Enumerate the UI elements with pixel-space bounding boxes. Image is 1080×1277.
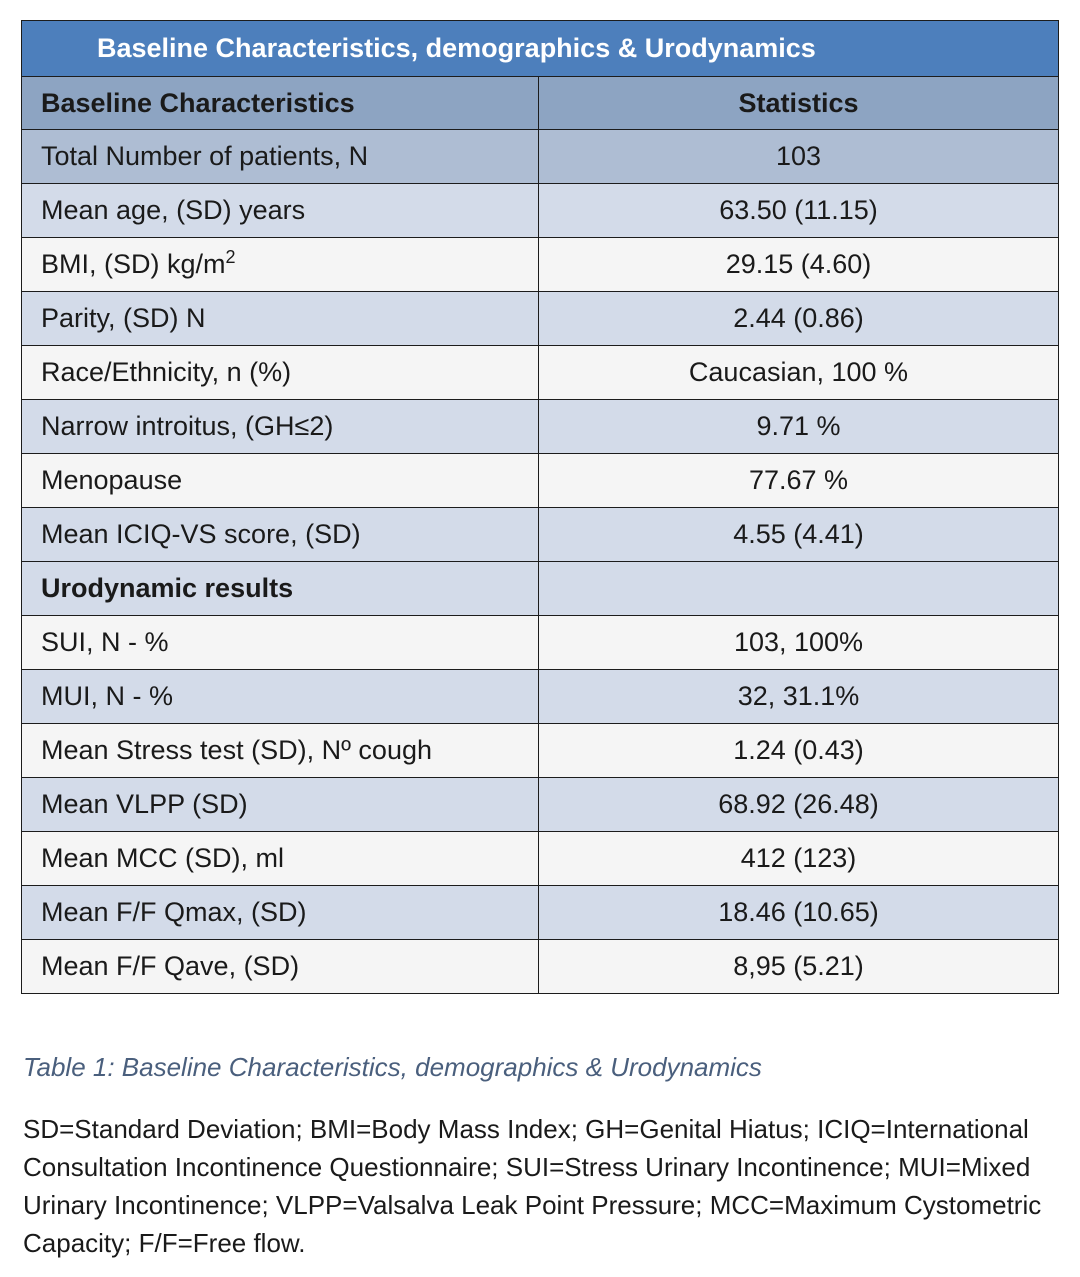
row-label: Mean Stress test (SD), Nº cough bbox=[22, 724, 539, 778]
row-label bbox=[22, 238, 539, 292]
row-value: 29.15 (4.60) bbox=[539, 238, 1059, 292]
section-label: Urodynamic results bbox=[22, 562, 539, 616]
table-row bbox=[22, 778, 1059, 832]
row-label: Menopause bbox=[22, 454, 539, 508]
row-label-text: BMI, (SD) kg/m bbox=[41, 249, 226, 279]
row-label: Mean F/F Qave, (SD) bbox=[22, 940, 539, 994]
row-label: Mean MCC (SD), ml bbox=[22, 832, 539, 886]
table-row bbox=[22, 292, 1059, 346]
row-value: 9.71 % bbox=[539, 400, 1059, 454]
column-header-characteristics: Baseline Characteristics bbox=[22, 77, 539, 130]
table-row bbox=[22, 508, 1059, 562]
table-row bbox=[22, 184, 1059, 238]
row-value: 63.50 (11.15) bbox=[539, 184, 1059, 238]
table-row bbox=[22, 832, 1059, 886]
row-value bbox=[539, 562, 1059, 616]
row-label: Parity, (SD) N bbox=[22, 292, 539, 346]
abbreviations-footnote: SD=Standard Deviation; BMI=Body Mass Index; GH=Genital Hiatus; ICIQ=International Consultation Incontinence Questionnaire; SUI=Stress Urinary Incontinence; MUI=Mixed Urinary Incontinence; VLPP=Valsalva Leak Point Pressure; MCC=Maximum Cystometric Capacity; F/F=Free flow. bbox=[23, 1114, 1042, 1258]
section-row-urodynamics bbox=[22, 562, 1059, 616]
row-label: Total Number of patients, N bbox=[22, 130, 539, 184]
table-header-row bbox=[22, 77, 1059, 130]
row-label: Race/Ethnicity, n (%) bbox=[22, 346, 539, 400]
table-row bbox=[22, 886, 1059, 940]
row-value: Caucasian, 100 % bbox=[539, 346, 1059, 400]
table-row bbox=[22, 670, 1059, 724]
row-value: 32, 31.1% bbox=[539, 670, 1059, 724]
table-row bbox=[22, 454, 1059, 508]
row-value: 103 bbox=[539, 130, 1059, 184]
row-label: Mean ICIQ-VS score, (SD) bbox=[22, 508, 539, 562]
row-value: 18.46 (10.65) bbox=[539, 886, 1059, 940]
table-row bbox=[22, 616, 1059, 670]
table-row bbox=[22, 940, 1059, 994]
row-value: 4.55 (4.41) bbox=[539, 508, 1059, 562]
row-label: SUI, N - % bbox=[22, 616, 539, 670]
table-row bbox=[22, 724, 1059, 778]
row-value: 77.67 % bbox=[539, 454, 1059, 508]
table-row bbox=[22, 130, 1059, 184]
row-value: 103, 100% bbox=[539, 616, 1059, 670]
row-label: MUI, N - % bbox=[22, 670, 539, 724]
row-label: Mean F/F Qmax, (SD) bbox=[22, 886, 539, 940]
table-row bbox=[22, 346, 1059, 400]
table-row bbox=[22, 238, 1059, 292]
row-label: Mean VLPP (SD) bbox=[22, 778, 539, 832]
baseline-table bbox=[21, 20, 1059, 994]
row-value: 1.24 (0.43) bbox=[539, 724, 1059, 778]
table-caption: Table 1: Baseline Characteristics, demographics & Urodynamics bbox=[23, 1052, 762, 1082]
row-value: 2.44 (0.86) bbox=[539, 292, 1059, 346]
column-header-statistics: Statistics bbox=[539, 77, 1059, 130]
superscript: 2 bbox=[225, 247, 236, 267]
row-value: 412 (123) bbox=[539, 832, 1059, 886]
table-title-row bbox=[22, 21, 1059, 77]
row-label: Mean age, (SD) years bbox=[22, 184, 539, 238]
row-value: 8,95 (5.21) bbox=[539, 940, 1059, 994]
table-row bbox=[22, 400, 1059, 454]
table-title: Baseline Characteristics, demographics & Urodynamics bbox=[22, 21, 1059, 77]
row-label: Narrow introitus, (GH≤2) bbox=[22, 400, 539, 454]
row-value: 68.92 (26.48) bbox=[539, 778, 1059, 832]
